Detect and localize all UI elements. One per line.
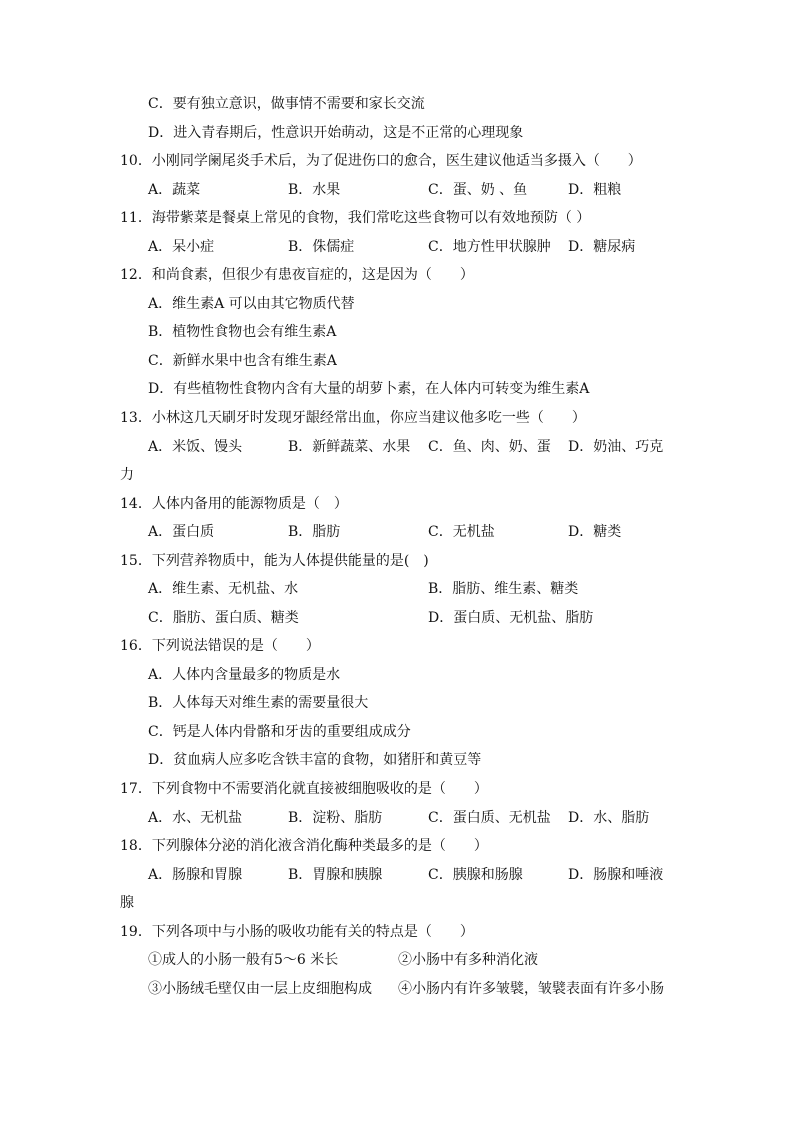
option-d: D．糖尿病 (568, 239, 636, 255)
option-d: D．肠腺和唾液 (568, 867, 664, 883)
option-d: D．贫血病人应多吃含铁丰富的食物，如猪肝和黄豆等 (148, 752, 482, 768)
statement-3: ③小肠绒毛壁仅由一层上皮细胞构成 (148, 981, 372, 997)
option-line: C．要有独立意识，做事情不需要和家长交流 (148, 96, 425, 112)
option-a: A．维生素、无机盐、水 (148, 581, 299, 597)
option-b: B．脂肪、维生素、糖类 (428, 581, 579, 597)
option-b: B．脂肪 (288, 524, 341, 540)
option-a: A．蛋白质 (148, 524, 215, 540)
question-15: 15．下列营养物质中，能为人体提供能量的是( ) (120, 553, 429, 569)
option-c: C．钙是人体内骨骼和牙齿的重要组成成分 (148, 724, 411, 740)
option-a: A．蔬菜 (148, 182, 201, 198)
question-14: 14．人体内备用的能源物质是（ ） (120, 496, 348, 512)
option-line: D．进入青春期后，性意识开始萌动，这是不正常的心理现象 (148, 125, 524, 141)
option-c: C．蛋、奶 、鱼 (428, 182, 528, 198)
option-d: D．蛋白质、无机盐、脂肪 (428, 610, 594, 626)
option-b: B．人体每天对维生素的需要量很大 (148, 695, 369, 711)
option-b: B．侏儒症 (288, 239, 355, 255)
option-c: C．鱼、肉、奶、蛋 (428, 439, 551, 455)
question-16: 16．下列说法错误的是（ ） (120, 638, 320, 654)
question-11: 11．海带紫菜是餐桌上常见的食物，我们常吃这些食物可以有效地预防（ ） (120, 210, 591, 226)
option-d: D．糖类 (568, 524, 622, 540)
question-12: 12．和尚食素，但很少有患夜盲症的，这是因为（ ） (120, 267, 474, 283)
option-b: B．淀粉、脂肪 (288, 810, 383, 826)
option-a: A．米饭、馒头 (148, 439, 243, 455)
option-c: C．新鲜水果中也含有维生素A (148, 353, 337, 369)
option-c: C．脂肪、蛋白质、糖类 (148, 610, 299, 626)
option-a: A．维生素A 可以由其它物质代替 (148, 296, 355, 312)
statement-2: ②小肠中有多种消化液 (398, 952, 538, 968)
statement-1: ①成人的小肠一般有5～6 米长 (148, 952, 339, 968)
option-d-continued: 腺 (120, 895, 134, 911)
option-d: D．粗粮 (568, 182, 622, 198)
option-b: B．水果 (288, 182, 341, 198)
option-b: B．胃腺和胰腺 (288, 867, 383, 883)
question-10: 10．小刚同学阑尾炎手术后，为了促进伤口的愈合，医生建议他适当多摄入（ ） (120, 153, 642, 169)
option-c: C．无机盐 (428, 524, 495, 540)
option-b: B．植物性食物也会有维生素A (148, 324, 337, 340)
option-c: C．地方性甲状腺肿 (428, 239, 551, 255)
option-a: A．水、无机盐 (148, 810, 243, 826)
option-d: D．有些植物性食物内含有大量的胡萝卜素，在人体内可转变为维生素A (148, 381, 590, 397)
option-d-continued: 力 (120, 467, 134, 483)
option-d: D．奶油、巧克 (568, 439, 664, 455)
statement-4: ④小肠内有许多皱襞，皱襞表面有许多小肠 (398, 981, 664, 997)
option-c: C．胰腺和肠腺 (428, 867, 523, 883)
question-17: 17．下列食物中不需要消化就直接被细胞吸收的是（ ） (120, 781, 488, 797)
option-b: B．新鲜蔬菜、水果 (288, 439, 411, 455)
question-18: 18．下列腺体分泌的消化液含消化酶种类最多的是（ ） (120, 838, 488, 854)
question-19: 19．下列各项中与小肠的吸收功能有关的特点是（ ） (120, 924, 474, 940)
option-d: D．水、脂肪 (568, 810, 650, 826)
option-c: C．蛋白质、无机盐 (428, 810, 551, 826)
question-13: 13．小林这几天刷牙时发现牙龈经常出血，你应当建议他多吃一些（ ） (120, 410, 586, 426)
option-a: A．肠腺和胃腺 (148, 867, 243, 883)
option-a: A．人体内含量最多的物质是水 (148, 667, 341, 683)
option-a: A．呆小症 (148, 239, 215, 255)
